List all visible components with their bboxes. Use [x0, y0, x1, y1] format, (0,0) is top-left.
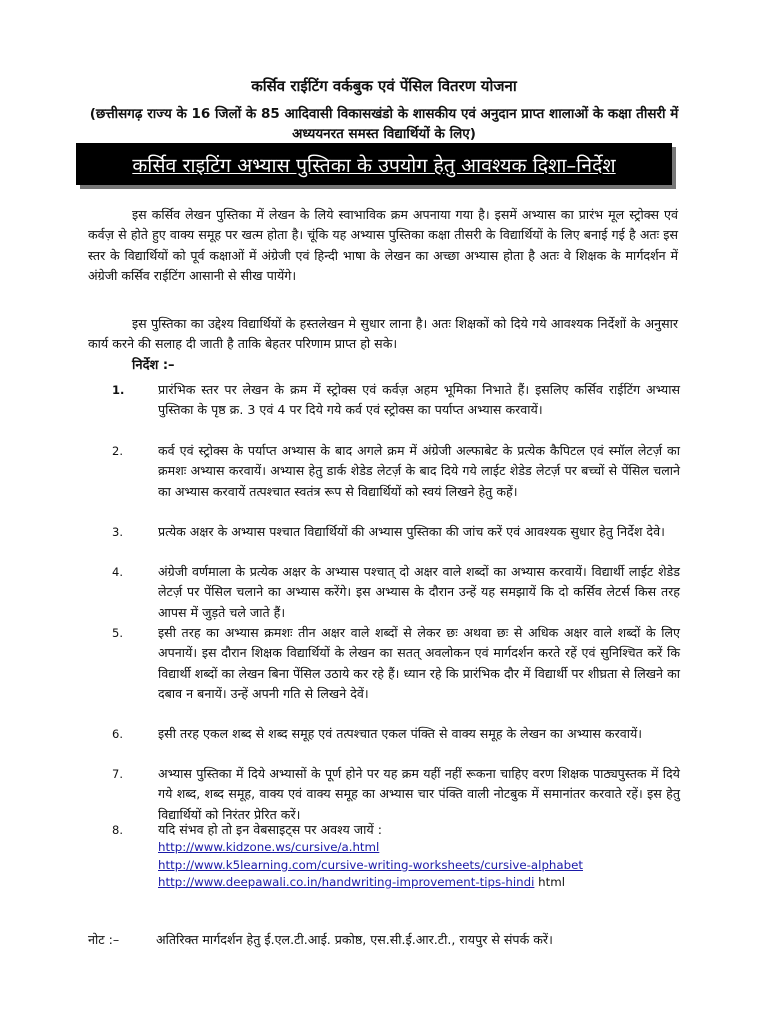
item-number: 2. [112, 444, 123, 458]
item-text: अभ्यास पुस्तिका में दिये अभ्यासों के पूर्ण होने पर यह क्रम यहीं नहीं रूकना चाहिए वरण शिक्षक पाठ्यपुस्तक में दिये गये शब्द, शब्द समूह, वाक्य एवं वाक्य समूह का अभ्यास चार पंक्ति वाली नोटबुक में समानांतर करवाते रहें। इस हेतु विद्यार्थियों को निरंतर प्रेरित करें। [158, 766, 680, 822]
item-text: प्रत्येक अक्षर के अभ्यास पश्चात विद्यार्थियों की अभ्यास पुस्तिका की जांच करें एवं आवश्यक सुधार हेतु निर्देश देवे। [158, 524, 665, 539]
document-subtitle: (छत्तीसगढ़ राज्य के 16 जिलों के 85 आदिवासी विकासखंडो के शासकीय एवं अनुदान प्राप्त शालाओं के कक्षा तीसरी में अध्ययनरत समस्त विद्यार्थियों के लिए) [89, 106, 679, 142]
item-text: प्रारंभिक स्तर पर लेखन के क्रम में स्ट्रोक्स एवं कर्वज़ अहम भूमिका निभाते हैं। इसलिए कर्सिव राईटिंग अभ्यास पुस्तिका के पृष्ठ क्र. 3 एवं 4 पर दिये गये कर्व एवं स्ट्रोक्स का पर्याप्त अभ्यास करवायें। [158, 382, 680, 418]
guidelines-banner [76, 143, 672, 185]
item-number: 4. [112, 565, 123, 579]
note-label: नोट :– [88, 932, 120, 947]
item-text: इसी तरह एकल शब्द से शब्द समूह एवं तत्पश्चात एकल पंक्ति से वाक्य समूह के लेखन का अभ्यास करवायें। [158, 726, 643, 741]
item-text: कर्व एवं स्ट्रोक्स के पर्याप्त अभ्यास के बाद अगले क्रम में अंग्रेजी अल्फाबेट के प्रत्येक कैपिटल एवं स्मॉल लेटर्ज़ का क्रमशः अभ्यास करवायें। अभ्यास हेतु डार्क शेडेड लेटर्ज़ के बाद दिये गये लाईट शेडेड लेटर्ज़ पर बच्चों से पेंसिल चलाने का अभ्यास करवायें तत्पश्चात स्वतंत्र रूप से विद्यार्थियों को स्वयं लिखने हेतु कहें। [158, 443, 680, 499]
link-row [158, 839, 583, 857]
directions-heading: निर्देश :– [132, 358, 175, 373]
item-number: 7. [112, 767, 123, 781]
item-number: 6. [112, 727, 123, 741]
purpose-paragraph: इस पुस्तिका का उद्देश्य विद्यार्थियों के हस्तलेखन मे सुधार लाना है। अतः शिक्षकों को दिये गये आवश्यक निर्देशों के अनुसार कार्य करने की सलाह दी जाती है ताकि बेहतर परिणाम प्राप्त हो सके। [88, 316, 678, 352]
item-number: 5. [112, 626, 123, 640]
item-text: यदि संभव हो तो इन वेबसाइट्स पर अवश्य जायें : [158, 822, 382, 837]
k5learning-link[interactable]: http://www.k5learning.com/cursive-writing-worksheets/cursive-alphabet [158, 857, 584, 872]
document-title: कर्सिव राईटिंग वर्कबुक एवं पेंसिल वितरण योजना [251, 77, 517, 95]
item-text: अंग्रेजी वर्णमाला के प्रत्येक अक्षर के अभ्यास पश्चात् दो अक्षर वाले शब्दों का अभ्यास करवायें। विद्यार्थी लाईट शेडेड लेटर्ज़ पर पेंसिल चलाने का अभ्यास करेंगे। इस अभ्यास के दौरान उन्हें यह समझायें कि दो कर्सिव लेटर्स किस तरह आपस में जुड़ते चले जाते हैं। [158, 564, 680, 620]
item-number: 3. [112, 525, 123, 539]
intro-paragraph: इस कर्सिव लेखन पुस्तिका में लेखन के लिये स्वाभाविक क्रम अपनाया गया है। इसमें अभ्यास का प्रारंभ मूल स्ट्रोक्स एवं कर्वज़ से होते हुए वाक्य समूह पर खत्म होता है। चूंकि यह अभ्यास पुस्तिका कक्षा तीसरी के विद्यार्थियों के लिए बनाई गई है अतः इस स्तर के विद्यार्थियों को पूर्व कक्षाओं में अंग्रेजी एवं हिन्दी भाषा के लेखन का अच्छा अभ्यास होता है अतः वे शिक्षक के मार्गदर्शन में अंग्रेजी कर्सिव राईटिंग आसानी से सीख पायेंगे। [88, 207, 678, 284]
website-links [158, 839, 583, 892]
note-text: अतिरिक्त मार्गदर्शन हेतु ई.एल.टी.आई. प्रकोष्ठ, एस.सी.ई.आर.टी., रायपुर से संपर्क करें। [156, 932, 553, 947]
link-row [158, 874, 583, 892]
item-number: 1. [112, 383, 125, 397]
link-suffix: html [534, 875, 566, 889]
footer-note [88, 930, 688, 950]
item-text: इसी तरह का अभ्यास क्रमशः तीन अक्षर वाले शब्दों से लेकर छः अथवा छः से अधिक अक्षर वाले शब्दों के लिए अपनायें। इस दौरान शिक्षक विद्यार्थियों के लेखन का सतत् अवलोकन एवं मार्गदर्शन करते रहें एवं सुनिश्चित करें कि विद्यार्थी शब्दों का लेखन बिना पेंसिल उठाये कर रहे हैं। ध्यान रहे कि प्रारंभिक दौर में विद्यार्थी पर शीघ्रता से लिखने का दबाव न बनायें। उन्हें अपनी गति से लिखने देवें। [158, 625, 680, 702]
deepawali-link[interactable]: http://www.deepawali.co.in/handwriting-improvement-tips-hindi [158, 875, 535, 889]
link-row [158, 857, 583, 875]
item-number: 8. [112, 823, 123, 837]
guidelines-banner-text: कर्सिव राइटिंग अभ्यास पुस्तिका के उपयोग हेतु आवश्यक दिशा–निर्देश [132, 153, 616, 177]
kidzone-link[interactable]: http://www.kidzone.ws/cursive/a.html [158, 840, 380, 854]
